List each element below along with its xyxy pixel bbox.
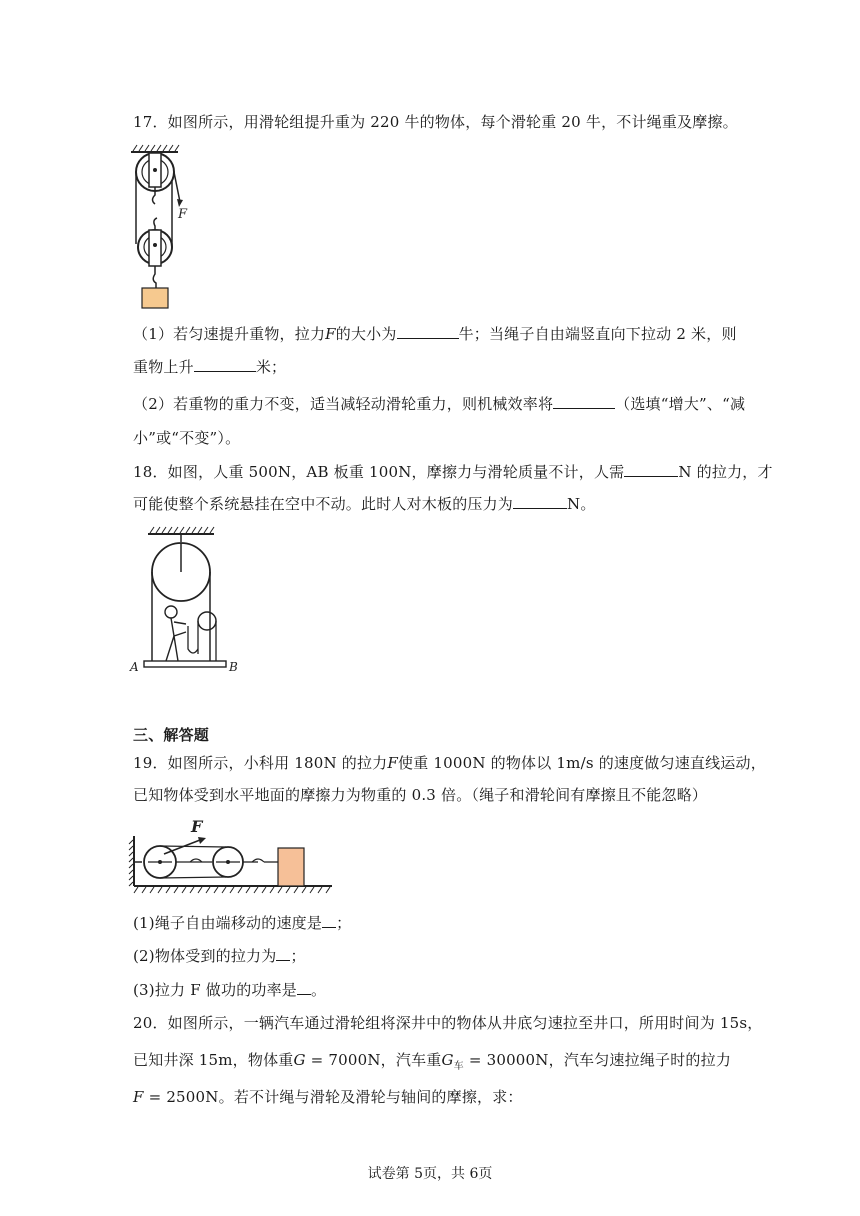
q17-blank-3[interactable] bbox=[553, 394, 615, 409]
q19-sub3-text: (3)拉力 F 做功的功率是 bbox=[133, 981, 297, 999]
q17-p1-text-c: 牛；当绳子自由端竖直向下拉动 2 米，则 bbox=[458, 325, 737, 343]
q19-line1 bbox=[133, 753, 766, 773]
q19-blank-2[interactable] bbox=[276, 946, 290, 961]
q19-text-b: 使重 1000N 的物体以 1m/s 的速度做匀速直线运动， bbox=[398, 754, 766, 772]
q17-p1-F: F bbox=[325, 325, 336, 343]
q18-person-board-figure bbox=[128, 524, 243, 674]
q18-blank-1[interactable] bbox=[624, 462, 678, 477]
q19-sub1 bbox=[133, 913, 351, 933]
q20-text-c: = 2500N。若不计绳与滑轮及滑轮与轴间的摩擦，求： bbox=[143, 1088, 523, 1106]
q17-p2-text-b: （选填“增大”、“减 bbox=[615, 395, 746, 413]
q17-blank-1[interactable] bbox=[397, 324, 459, 339]
q20-Gcar: G bbox=[441, 1051, 454, 1069]
q19-blank-1[interactable] bbox=[322, 913, 336, 928]
q17-part1-line1 bbox=[133, 324, 737, 344]
q19-sub2-text: (2)物体受到的拉力为 bbox=[133, 947, 277, 965]
q20-line2 bbox=[133, 1050, 731, 1077]
q18-fig-label-A: A bbox=[130, 660, 139, 674]
q20-text-b2: = 7000N，汽车重 bbox=[305, 1051, 442, 1069]
q19-sub3-end: 。 bbox=[311, 981, 327, 999]
q17-pulley-figure bbox=[128, 140, 208, 312]
q18-fig-label-B: B bbox=[229, 660, 238, 674]
q20-text-b3: = 30000N，汽车匀速拉绳子时的拉力 bbox=[463, 1051, 732, 1069]
q17-p1-text-e: 米； bbox=[255, 358, 287, 376]
q17-part1-line2 bbox=[133, 357, 286, 377]
q20-car-subscript: 车 bbox=[453, 1061, 464, 1072]
q18-text-d: N。 bbox=[567, 495, 596, 513]
q19-sub3 bbox=[133, 980, 326, 1000]
q19-sub1-text: (1)绳子自由端移动的速度是 bbox=[133, 914, 323, 932]
q18-text-a: 18．如图，人重 500N，AB 板重 100N，摩擦力与滑轮质量不计，人需 bbox=[133, 463, 625, 481]
q18-text-b: N 的拉力，才 bbox=[678, 463, 773, 481]
q18-text-c: 可能使整个系统悬挂在空中不动。此时人对木板的压力为 bbox=[133, 495, 514, 513]
q20-G: G bbox=[293, 1051, 306, 1069]
q18-line2 bbox=[133, 494, 596, 514]
q19-blank-3[interactable] bbox=[297, 980, 311, 995]
q20-text-b1: 已知井深 15m，物体重 bbox=[133, 1051, 294, 1069]
q17-p1-text-d: 重物上升 bbox=[133, 358, 194, 376]
q17-blank-2[interactable] bbox=[194, 357, 256, 372]
q19-horizontal-pulley-figure bbox=[128, 816, 334, 900]
q19-sub2-end: ； bbox=[290, 947, 306, 965]
q17-part2-line2: 小”或“不变”）。 bbox=[133, 429, 241, 447]
q17-p1-text-b: 的大小为 bbox=[335, 325, 397, 343]
q17-part2-line1 bbox=[133, 394, 745, 414]
q20-line3 bbox=[133, 1087, 523, 1107]
section-title: 三、解答题 bbox=[133, 727, 210, 744]
q17-p1-text-a: （1）若匀速提升重物，拉力 bbox=[133, 325, 326, 343]
q19-sub2 bbox=[133, 946, 306, 966]
page-footer: 试卷第 5页，共 6页 bbox=[367, 1166, 493, 1182]
q20-line1: 20．如图所示，一辆汽车通过滑轮组将深井中的物体从井底匀速拉至井口，所用时间为 15s， bbox=[133, 1014, 763, 1032]
q20-F: F bbox=[133, 1088, 144, 1106]
q17-stem: 17．如图所示，用滑轮组提升重为 220 牛的物体，每个滑轮重 20 牛，不计绳重及摩擦。 bbox=[133, 113, 738, 131]
q19-fig-label-F: F bbox=[191, 817, 203, 836]
q19-line2: 已知物体受到水平地面的摩擦力为物重的 0.3 倍。（绳子和滑轮间有摩擦且不能忽略） bbox=[133, 786, 708, 804]
q17-fig-label-F: F bbox=[178, 207, 188, 222]
q17-p2-text-a: （2）若重物的重力不变，适当减轻动滑轮重力，则机械效率将 bbox=[133, 395, 554, 413]
q18-line1 bbox=[133, 462, 773, 482]
q18-blank-2[interactable] bbox=[513, 494, 567, 509]
q19-F: F bbox=[387, 754, 398, 772]
q19-text-a: 19．如图所示，小科用 180N 的拉力 bbox=[133, 754, 388, 772]
q19-sub1-end: ； bbox=[336, 914, 352, 932]
